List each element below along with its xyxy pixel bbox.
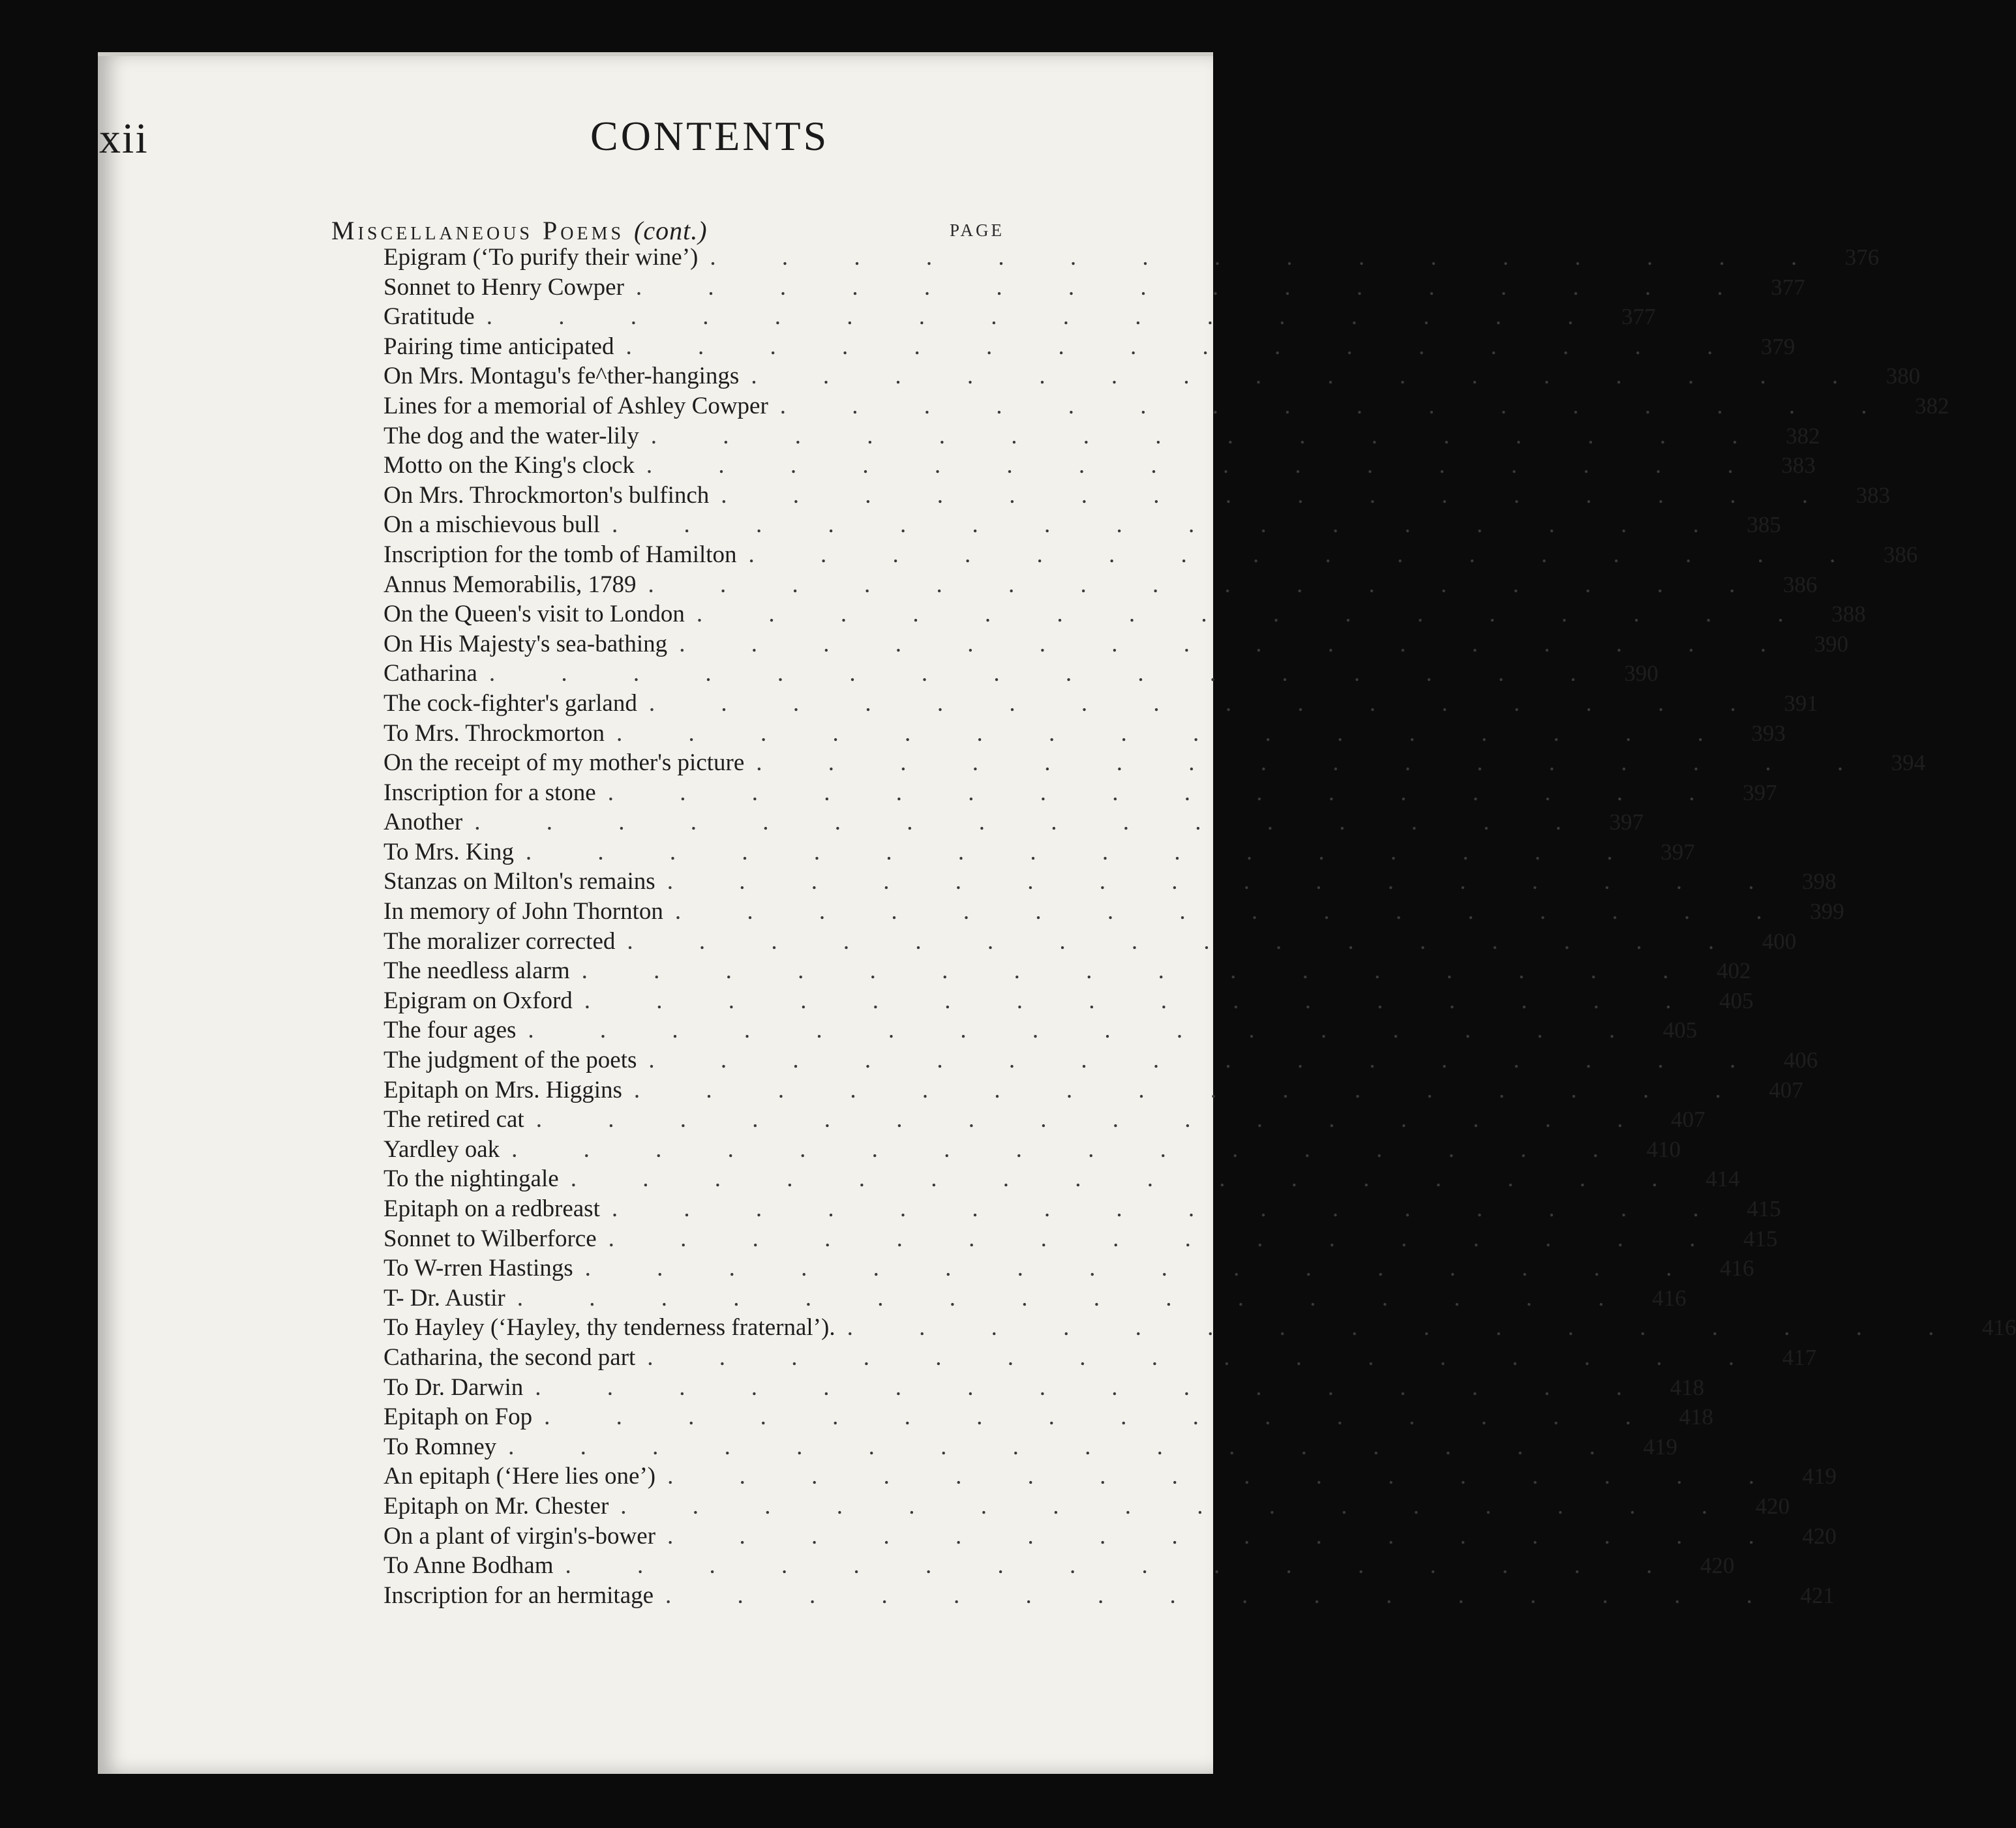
entry-title: Gratitude (384, 303, 475, 331)
dot-leader: . . . . . . . . . . . . . . . . (625, 333, 1743, 360)
entry-title: T- Dr. Austir (384, 1284, 505, 1311)
entry-page-number: 400 (1762, 928, 1797, 954)
section-title (331, 215, 708, 246)
entry-title: Catharina, the second part (384, 1343, 636, 1371)
dot-leader: . . . . . . . . . . . . . . . . (696, 601, 1814, 628)
entry-page-number: 383 (1856, 482, 1891, 508)
contents-entry (384, 1402, 1713, 1432)
dot-leader: . . . . . . . . . . . . . . . . (608, 1225, 1726, 1252)
dot-leader: . . . . . . . . . . . . . . . . (667, 1463, 1784, 1490)
contents-list (384, 243, 2016, 1610)
contents-entry (384, 807, 1644, 837)
entry-page-number: 397 (1742, 779, 1777, 805)
entry-title: In memory of John Thornton (384, 898, 663, 925)
page-number: xii (99, 115, 149, 162)
entry-page-number: 399 (1810, 899, 1844, 925)
contents-entry (384, 1581, 1835, 1611)
entry-title: On a plant of virgin's-bower (384, 1522, 656, 1550)
entry-page-number: 398 (1801, 869, 1837, 895)
dot-leader: . . . . . . . . . . . . . . . . (474, 809, 1591, 836)
entry-page-number: 421 (1800, 1582, 1835, 1608)
entry-page-number: 393 (1751, 720, 1786, 746)
dot-leader: . . . . . . . . . . . . . . . . (627, 927, 1745, 955)
entry-title: An epitaph (‘Here lies one’) (384, 1463, 656, 1490)
contents-entry (384, 748, 1926, 778)
dot-leader: . . . . . . . . . . . . . . . . (525, 838, 1643, 865)
contents-entry (384, 719, 1786, 749)
contents-entry (384, 361, 1921, 391)
entry-page-number: 416 (1981, 1315, 2016, 1341)
contents-entry (384, 1075, 1803, 1105)
dot-leader: . . . . . . . . . . . . . . . . (646, 452, 1764, 479)
dot-leader: . . . . . . . . . . . . . . . . (581, 957, 1699, 985)
entry-title: Another (384, 809, 463, 836)
contents-entry (384, 837, 1695, 867)
contents-entry (384, 1253, 1754, 1283)
entry-page-number: 416 (1651, 1285, 1687, 1311)
entry-page-number: 417 (1782, 1344, 1817, 1370)
contents-entry (384, 481, 1891, 511)
contents-entry (384, 897, 1844, 927)
contents-entry (384, 570, 1818, 600)
entry-title: Inscription for a stone (384, 779, 596, 806)
entry-title: Epigram on Oxford (384, 987, 573, 1014)
contents-entry (384, 1491, 1790, 1521)
entry-title: Lines for a memorial of Ashley Cowper (384, 392, 768, 419)
dot-leader: . . . . . . . . . . . . . . . . (565, 1552, 1683, 1580)
entry-page-number: 419 (1802, 1463, 1837, 1490)
entry-page-number: 382 (1785, 423, 1820, 449)
dot-leader: . . . . . . . . . . . . . . . . (710, 244, 1828, 271)
entry-title: The needless alarm (384, 957, 570, 985)
dot-leader: . . . . . . . . . . . . . . . . (544, 1403, 1661, 1431)
entry-page-number: 407 (1670, 1107, 1706, 1133)
entry-title: Sonnet to Henry Cowper (384, 273, 624, 301)
entry-title: To W-rren Hastings (384, 1255, 573, 1282)
entry-title: Inscription for an hermitage (384, 1581, 654, 1609)
entry-title: To Mrs. Throckmorton (384, 719, 605, 747)
entry-title: The four ages (384, 1017, 517, 1044)
entry-title: To Anne Bodham (384, 1552, 554, 1580)
contents-entry (384, 659, 1659, 689)
dot-leader: . . . . . . . . . . . . . . . . (535, 1106, 1653, 1133)
dot-leader: . . . . . . . . . . . . . . . . (648, 689, 1766, 717)
entry-title: On Mrs. Throckmorton's bulfinch (384, 481, 710, 509)
entry-page-number: 386 (1783, 571, 1818, 597)
entry-page-number: 414 (1705, 1166, 1740, 1192)
page-column-label: PAGE (950, 220, 1005, 240)
entry-title: To the nightingale (384, 1165, 559, 1193)
contents-entry (384, 599, 1866, 629)
entry-page-number: 420 (1802, 1523, 1837, 1549)
entry-title: To Hayley (‘Hayley, thy tenderness fraternal’). (384, 1314, 835, 1341)
contents-entry (384, 867, 1837, 897)
dot-leader: . . . . . . . . . . . . . . . . (674, 898, 1792, 925)
dot-leader: . . . . . . . . . . . . . . . . (721, 481, 1839, 509)
dot-leader: . . . . . . . . . . . . . . . . (517, 1284, 1634, 1311)
entry-title: Yardley oak (384, 1135, 500, 1163)
entry-page-number: 397 (1661, 839, 1695, 865)
contents-entry (384, 391, 1949, 421)
entry-title: Stanzas on Milton's remains (384, 868, 655, 895)
dot-leader: . . . . . . . . . . . . . . . . (665, 1581, 1783, 1609)
dot-leader: . . . . . . . . . . . . . . . . (570, 1165, 1688, 1193)
dot-leader: . . . . . . . . . . . . . . . . (647, 1343, 1765, 1371)
entry-title: Annus Memorabilis, 1789 (384, 571, 637, 598)
dot-leader: . . . . . . . . . . . . . . . . (679, 630, 1796, 657)
entry-page-number: 380 (1886, 363, 1921, 389)
entry-page-number: 419 (1643, 1433, 1677, 1460)
entry-page-number: 390 (1624, 661, 1659, 687)
entry-title: Epigram (‘To purify their wine’) (384, 244, 699, 271)
dot-leader: . . . . . . . . . . . . . . . . (635, 273, 1753, 301)
dot-leader: . . . . . . . . . . . . . . . . (584, 1255, 1702, 1282)
entry-page-number: 405 (1719, 987, 1754, 1013)
entry-page-number: 394 (1891, 750, 1926, 776)
dot-leader: . . . . . . . . . . . . . . . . (756, 749, 1874, 777)
dot-leader: . . . . . . . . . . . . . . . . (535, 1373, 1652, 1401)
entry-title: Epitaph on a redbreast (384, 1195, 600, 1222)
entry-page-number: 391 (1784, 690, 1818, 716)
contents-entry (384, 510, 1781, 540)
contents-entry (384, 1283, 1687, 1313)
contents-entry (384, 956, 1751, 986)
entry-title: On Mrs. Montagu's fe^ther-hangings (384, 363, 740, 390)
entry-title: Pairing time anticipated (384, 333, 614, 360)
entry-page-number: 407 (1769, 1077, 1803, 1103)
entry-title: To Romney (384, 1433, 497, 1460)
contents-entry (384, 1105, 1706, 1135)
entry-title: On a mischievous bull (384, 511, 600, 539)
contents-entry (384, 689, 1818, 719)
entry-page-number: 383 (1781, 453, 1816, 479)
entry-page-number: 410 (1646, 1136, 1681, 1162)
dot-leader: . . . . . . . . . . . . . . . . (511, 1135, 1629, 1163)
section-title-cont: (cont.) (634, 216, 708, 245)
contents-entry (384, 421, 1820, 451)
entry-title: To Dr. Darwin (384, 1373, 524, 1401)
entry-page-number: 377 (1621, 304, 1656, 330)
entry-title: On the Queen's visit to London (384, 601, 685, 628)
dot-leader: . . . . . . . . . . . . . . . . (650, 422, 1768, 449)
contents-entry (384, 243, 1880, 273)
contents-entry (384, 273, 1805, 303)
contents-entry (384, 1164, 1740, 1194)
dot-leader: . . . . . . . . . . . . . . . . (611, 511, 1729, 539)
entry-title: Epitaph on Mrs. Higgins (384, 1076, 622, 1103)
entry-page-number: 420 (1700, 1553, 1735, 1579)
contents-entry (384, 986, 1754, 1016)
dot-leader: . . . . . . . . . . . . . . . . (486, 303, 1604, 331)
entry-page-number: 377 (1771, 274, 1805, 300)
entry-page-number: 388 (1831, 601, 1866, 627)
dot-leader: . . . . . . . . . . . . . . . . (607, 779, 1725, 806)
entry-page-number: 386 (1883, 541, 1918, 567)
dot-leader: . . . . . . . . . . . . . . . . (611, 1195, 1729, 1222)
contents-entry (384, 1373, 1704, 1403)
contents-entry (384, 302, 1656, 332)
contents-entry (384, 1194, 1781, 1224)
entry-page-number: 418 (1679, 1404, 1713, 1430)
contents-entry (384, 1461, 1837, 1491)
dot-leader: . . . . . . . . . . . . . . . . (528, 1017, 1646, 1044)
dot-leader: . . . . . . . . . . . . . . . . (648, 1047, 1766, 1074)
contents-entry (384, 1521, 1837, 1551)
running-title: CONTENTS (590, 113, 830, 159)
dot-leader: . . . . . . . . . . . . . . . . (508, 1433, 1625, 1460)
entry-page-number: 382 (1915, 393, 1949, 419)
contents-entry (384, 778, 1777, 808)
section-title-text: Miscellaneous Poems (331, 216, 625, 245)
entry-page-number: 415 (1747, 1196, 1781, 1221)
contents-entry (384, 451, 1816, 481)
entry-title: On the receipt of my mother's picture (384, 749, 745, 777)
entry-page-number: 420 (1755, 1493, 1790, 1519)
entry-page-number: 405 (1662, 1017, 1698, 1043)
entry-title: The retired cat (384, 1106, 524, 1133)
entry-title: The moralizer corrected (384, 927, 616, 955)
contents-entry (384, 1551, 1735, 1581)
entry-page-number: 406 (1783, 1047, 1818, 1073)
dot-leader: . . . . . . . . . . . . . . . . (648, 571, 1766, 598)
contents-entry (384, 1045, 1818, 1075)
dot-leader: . . . . . . . . . . . . . . . . (584, 987, 1702, 1014)
entry-title: Catharina (384, 660, 477, 687)
contents-entry (384, 1432, 1677, 1462)
contents-entry (384, 332, 1796, 362)
entry-page-number: 385 (1747, 512, 1781, 538)
contents-entry (384, 1224, 1778, 1254)
entry-page-number: 418 (1670, 1374, 1704, 1400)
dot-leader: . . . . . . . . . . . . . . . . (616, 719, 1734, 747)
entry-title: Sonnet to Wilberforce (384, 1225, 597, 1252)
entry-page-number: 415 (1743, 1225, 1778, 1251)
contents-entry (384, 540, 1918, 570)
entry-title: Epitaph on Mr. Chester (384, 1492, 609, 1520)
dot-leader: . . . . . . . . . . . . . . . . (489, 660, 1606, 687)
entry-page-number: 397 (1609, 809, 1644, 835)
dot-leader: . . . . . . . . . . . . . . . . (633, 1076, 1751, 1103)
contents-entry (384, 1015, 1698, 1045)
contents-entry (384, 1343, 1817, 1373)
dot-leader: . . . . . . . . . . . . . . . . (779, 392, 1897, 419)
entry-title: Epitaph on Fop (384, 1403, 533, 1431)
contents-entry (384, 629, 1848, 659)
dot-leader: . . . . . . . . . . . . . . . . (620, 1492, 1738, 1520)
entry-title: Motto on the King's clock (384, 452, 635, 479)
contents-entry (384, 927, 1797, 957)
entry-title: Inscription for the tomb of Hamilton (384, 541, 737, 568)
entry-title: To Mrs. King (384, 838, 514, 865)
entry-title: The cock-fighter's garland (384, 689, 637, 717)
entry-title: On His Majesty's sea-bathing (384, 630, 668, 657)
dot-leader: . . . . . . . . . . . . . . . . (667, 868, 1784, 895)
entry-title: The judgment of the poets (384, 1047, 637, 1074)
contents-entry (384, 1135, 1681, 1165)
entry-page-number: 416 (1719, 1255, 1754, 1281)
entry-page-number: 379 (1760, 333, 1796, 359)
dot-leader: . . . . . . . . . . . . . . . . (667, 1522, 1784, 1550)
dot-leader: . . . . . . . . . . . . . . . . (847, 1314, 1964, 1341)
contents-entry (384, 1313, 2016, 1343)
entry-page-number: 402 (1716, 958, 1751, 984)
page-top-edge (98, 52, 1213, 56)
entry-title: The dog and the water-lily (384, 422, 639, 449)
entry-page-number: 376 (1844, 245, 1880, 270)
entry-page-number: 390 (1814, 631, 1848, 657)
dot-leader: . . . . . . . . . . . . . . . . (751, 363, 1869, 390)
dot-leader: . . . . . . . . . . . . . . . . (748, 541, 1866, 568)
